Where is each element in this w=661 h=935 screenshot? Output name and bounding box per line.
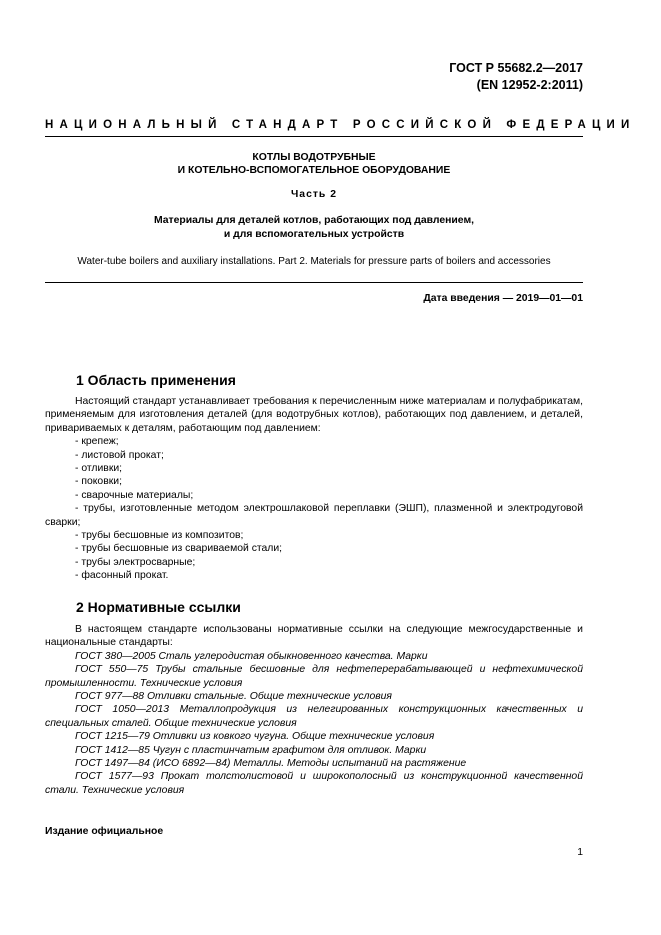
title-rule [45,282,583,283]
reference-item: ГОСТ 1577—93 Прокат толстолистовой и широкополосный из конструкционной качественной стали. Технические условия [45,771,583,796]
list-item: - трубы электросварные; [75,556,196,568]
title-line-2: И КОТЕЛЬНО-ВСПОМОГАТЕЛЬНОЕ ОБОРУДОВАНИЕ [177,165,451,176]
list-item: - трубы бесшовные из свариваемой стали; [75,543,283,555]
reference-item: ГОСТ 380—2005 Сталь углеродистая обыкновенного качества. Марки [75,650,428,662]
reference-item: ГОСТ 1497—84 (ИСО 6892—84) Металлы. Методы испытаний на растяжение [75,758,467,770]
english-title: Water-tube boilers and auxiliary installations. Part 2. Materials for pressure parts of boilers and accessories [77,256,551,267]
list-item: - поковки; [75,476,122,488]
subtitle-line-1: Материалы для деталей котлов, работающих под давлением, [153,215,475,226]
section-2-heading: 2 Нормативные ссылки [76,599,241,615]
reference-item: ГОСТ 1050—2013 Металлопродукция из нелегированных конструкционных качественных и специальных сталей. Общие технические условия [45,704,583,729]
reference-item: ГОСТ 977—88 Отливки стальные. Общие технические условия [75,691,392,703]
page-number: 1 [577,847,583,858]
reference-item: ГОСТ 550—75 Трубы стальные бесшовные для нефтеперерабатывающей и нефтехимической промышленности. Технические условия [45,664,583,689]
subtitle-line-2: и для вспомогательных устройств [223,229,405,240]
list-item: - отливки; [75,463,123,475]
part-label: Часть 2 [290,189,337,200]
section-1-body [45,395,583,583]
list-item: - фасонный прокат. [75,570,169,582]
top-rule [45,136,583,137]
reference-item: ГОСТ 1215—79 Отливки из ковкого чугуна. Общие технические условия [75,731,435,743]
intro-date: Дата введения — 2019—01—01 [423,293,583,304]
section-2-intro: В настоящем стандарте использованы нормативные ссылки на следующие межгосударственные и национальные стандарты: [45,624,583,649]
national-standard-banner: НАЦИОНАЛЬНЫЙ СТАНДАРТ РОССИЙСКОЙ ФЕДЕРАЦИИ [45,119,636,131]
list-item: - трубы, изготовленные методом электрошлаковой переплавки (ЭШП), плазменной и электродуговой сварки; [45,503,583,528]
list-item: - листовой прокат; [75,449,164,461]
standard-code: ГОСТ Р 55682.2—2017 [449,61,583,75]
list-item: - трубы бесшовные из композитов; [75,530,244,542]
en-standard-code: (EN 12952-2:2011) [476,78,583,92]
section-1-intro: Настоящий стандарт устанавливает требования к перечисленным ниже материалам и полуфабрикатам, применяемым для изготовления деталей (для водотрубных котлов), работающих под давлением, и деталей, привариваемых к деталям, работающим под давлением: [45,396,583,434]
title-line-1: КОТЛЫ ВОДОТРУБНЫЕ [252,152,376,163]
reference-item: ГОСТ 1412—85 Чугун с пластинчатым графитом для отливок. Марки [75,744,427,756]
section-1-heading: 1 Область применения [76,372,236,388]
list-item: - сварочные материалы; [75,489,194,501]
list-item: - крепеж; [75,436,119,448]
official-edition-label: Издание официальное [45,826,164,837]
section-2-body [45,623,583,797]
